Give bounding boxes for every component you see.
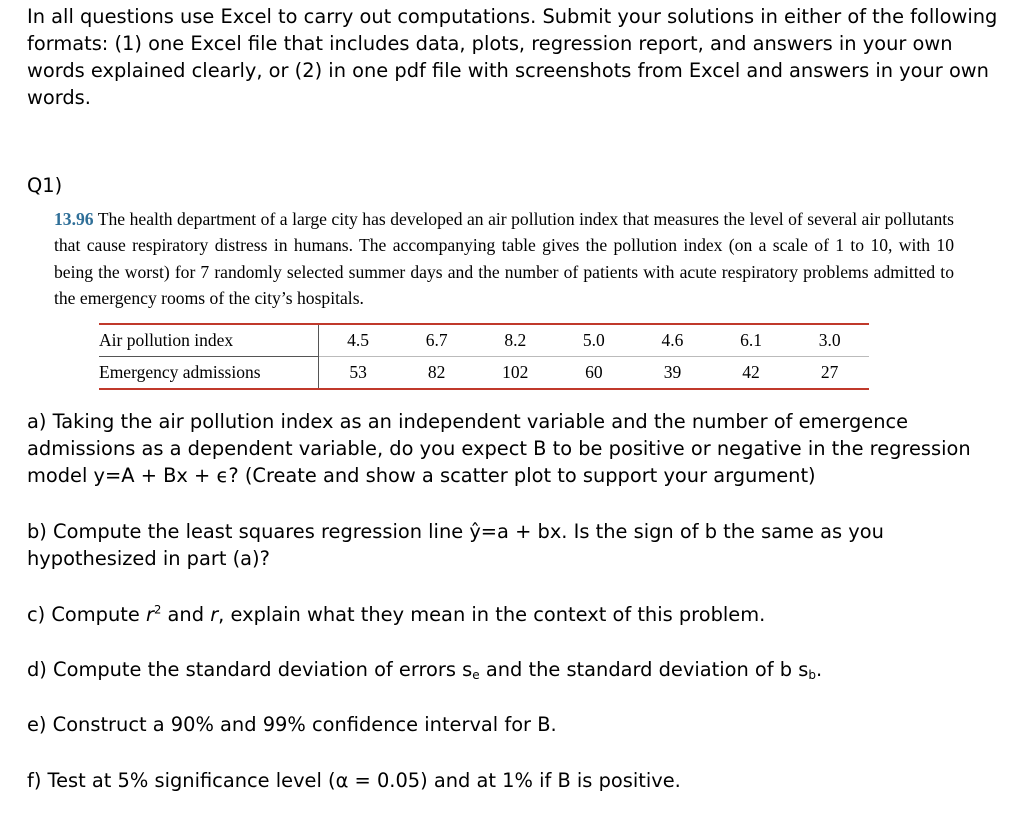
question-b: b) Compute the least squares regression line ŷ=a + bx. Is the sign of b the same as you hypothesized in part (a)? <box>27 520 884 570</box>
question-a: a) Taking the air pollution index as an independent variable and the number of emergence admissions as a dependent variable, do you expect B to be positive or negative in the regression model y=A + Bx + ϵ? (Create and show a scatter plot to support your argument) <box>27 410 971 487</box>
instructions-paragraph: In all questions use Excel to carry out computations. Submit your solutions in either of the following formats: (1) one Excel file that includes data, plots, regression report, and answers in your own words explained clearly, or (2) in one pdf file with screenshots from Excel and answers in your own words. <box>27 5 998 109</box>
question-c-text: and <box>161 603 211 626</box>
table-cell: 82 <box>397 357 476 390</box>
table-row <box>99 324 869 357</box>
table-cell: 53 <box>318 357 397 390</box>
table-cell: 4.5 <box>318 324 397 357</box>
table-cell: 60 <box>555 357 634 390</box>
r-symbol: r <box>210 603 219 626</box>
table-cell: 6.7 <box>397 324 476 357</box>
question-d-text: d) Compute the standard deviation of errors s <box>27 658 473 681</box>
table-cell: 102 <box>476 357 555 390</box>
problem-number: 13.96 <box>54 209 94 229</box>
question-f: f) Test at 5% significance level (α = 0.05) and at 1% if B is positive. <box>27 769 681 792</box>
question-c-text: , explain what they mean in the context of this problem. <box>218 603 766 626</box>
question-c <box>27 601 1002 628</box>
row-label: Emergency admissions <box>99 357 318 390</box>
question-d-text: and the standard deviation of b s <box>479 658 809 681</box>
question-d <box>27 656 1002 689</box>
table-cell: 5.0 <box>555 324 634 357</box>
table-cell: 6.1 <box>712 324 791 357</box>
table-cell: 3.0 <box>790 324 869 357</box>
table-cell: 4.6 <box>633 324 712 357</box>
table-cell: 39 <box>633 357 712 390</box>
subscript: b <box>808 668 816 682</box>
question-c-text: c) Compute <box>27 603 146 626</box>
row-label: Air pollution index <box>99 324 318 357</box>
exponent: 2 <box>153 602 162 617</box>
table-cell: 27 <box>790 357 869 390</box>
data-table <box>99 323 869 390</box>
problem-text: The health department of a large city has developed an air pollution index that measures the level of several air pollutants that cause respiratory distress in humans. The accompanying table gives the pollution index (on a scale of 1 to 10, with 10 being the worst) for 7 randomly selected summer days and the number of patients with acute respiratory problems admitted to the emergency rooms of the city’s hospitals. <box>54 209 954 308</box>
table-row <box>99 357 869 390</box>
question-e: e) Construct a 90% and 99% confidence interval for B. <box>27 713 557 736</box>
r-symbol: r <box>145 603 154 626</box>
table-cell: 42 <box>712 357 791 390</box>
problem-statement <box>54 206 954 311</box>
table-cell: 8.2 <box>476 324 555 357</box>
question-heading: Q1) <box>27 174 63 197</box>
question-d-text: . <box>815 658 823 681</box>
subscript: e <box>472 668 480 682</box>
